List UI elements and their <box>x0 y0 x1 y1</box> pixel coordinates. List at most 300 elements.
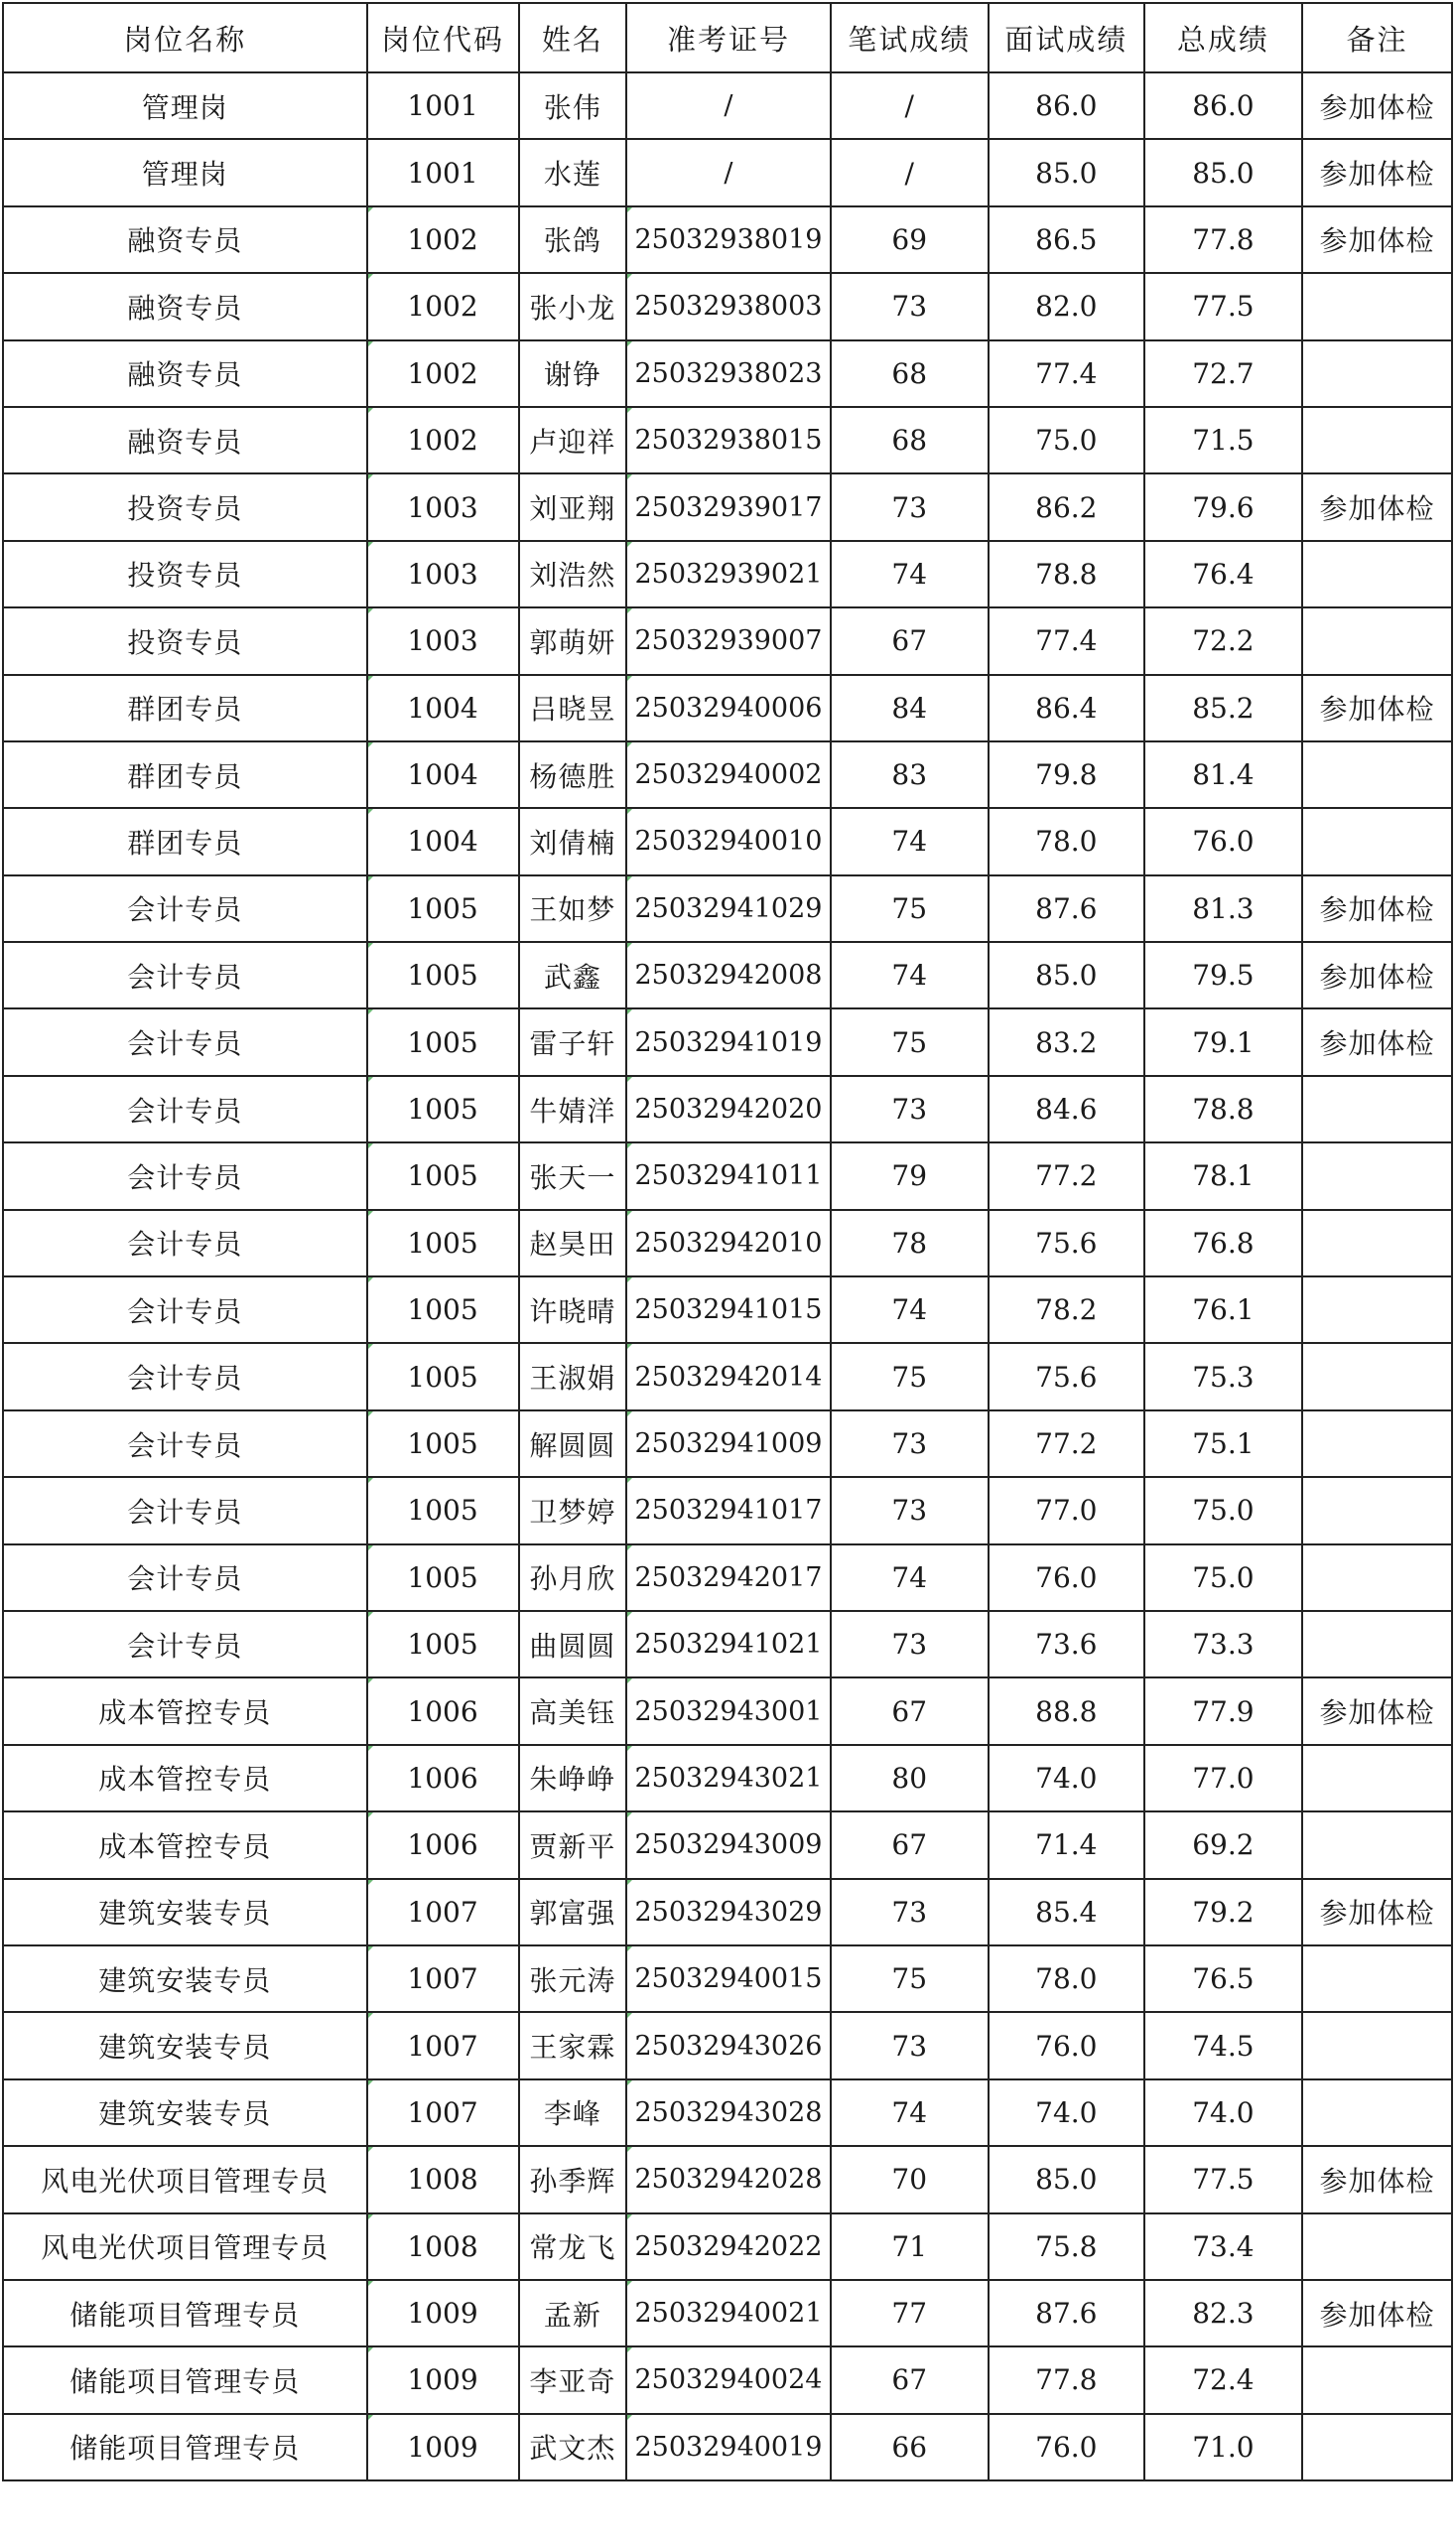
cell-remarks: 参加体检 <box>1302 942 1452 1008</box>
table-row <box>3 1945 1452 2012</box>
cell-written-score: 78 <box>831 1210 989 1276</box>
cell-position-name: 建筑安装专员 <box>3 1945 367 2012</box>
cell-written-score: 71 <box>831 2213 989 2280</box>
cell-interview-score: 78.0 <box>989 1945 1144 2012</box>
cell-position-name: 成本管控专员 <box>3 1811 367 1878</box>
cell-position-name: 投资专员 <box>3 607 367 674</box>
cell-name: 解圆圆 <box>519 1410 627 1477</box>
cell-position-code: 1001 <box>367 139 519 205</box>
table-row <box>3 2146 1452 2212</box>
cell-position-code: 1009 <box>367 2280 519 2346</box>
cell-interview-score: 85.0 <box>989 942 1144 1008</box>
cell-written-score: 75 <box>831 1008 989 1075</box>
table-row <box>3 1677 1452 1744</box>
cell-written-score: 66 <box>831 2414 989 2480</box>
cell-exam-number: / <box>626 139 830 205</box>
cell-remarks <box>1302 1745 1452 1811</box>
cell-total-score: 75.0 <box>1144 1544 1302 1611</box>
table-row <box>3 2280 1452 2346</box>
cell-written-score: / <box>831 72 989 139</box>
cell-written-score: 75 <box>831 875 989 942</box>
cell-total-score: 86.0 <box>1144 72 1302 139</box>
cell-total-score: 77.5 <box>1144 273 1302 339</box>
cell-name: 王如梦 <box>519 875 627 942</box>
cell-position-name: 会计专员 <box>3 1343 367 1409</box>
cell-remarks: 参加体检 <box>1302 1879 1452 1945</box>
cell-position-code: 1005 <box>367 1343 519 1409</box>
cell-position-code: 1007 <box>367 1945 519 2012</box>
cell-name: 李峰 <box>519 2079 627 2146</box>
cell-position-name: 群团专员 <box>3 808 367 874</box>
cell-exam-number: 25032941021 <box>626 1611 830 1677</box>
cell-written-score: 73 <box>831 473 989 540</box>
cell-remarks <box>1302 1076 1452 1142</box>
cell-written-score: 68 <box>831 340 989 407</box>
cell-total-score: 75.0 <box>1144 1477 1302 1543</box>
table-row <box>3 741 1452 808</box>
cell-total-score: 77.0 <box>1144 1745 1302 1811</box>
header-name: 姓名 <box>519 3 627 72</box>
cell-position-name: 储能项目管理专员 <box>3 2346 367 2413</box>
table-row <box>3 942 1452 1008</box>
cell-position-name: 会计专员 <box>3 1076 367 1142</box>
cell-position-code: 1002 <box>367 206 519 273</box>
cell-exam-number: 25032941019 <box>626 1008 830 1075</box>
cell-total-score: 76.4 <box>1144 541 1302 607</box>
cell-name: 张元涛 <box>519 1945 627 2012</box>
cell-exam-number: 25032941009 <box>626 1410 830 1477</box>
cell-written-score: 73 <box>831 1879 989 1945</box>
cell-written-score: 73 <box>831 1076 989 1142</box>
cell-exam-number: 25032942020 <box>626 1076 830 1142</box>
cell-position-name: 建筑安装专员 <box>3 2012 367 2078</box>
cell-total-score: 79.5 <box>1144 942 1302 1008</box>
cell-total-score: 74.5 <box>1144 2012 1302 2078</box>
cell-total-score: 75.1 <box>1144 1410 1302 1477</box>
cell-name: 贾新平 <box>519 1811 627 1878</box>
cell-position-name: 会计专员 <box>3 1410 367 1477</box>
cell-interview-score: 77.2 <box>989 1410 1144 1477</box>
cell-position-code: 1003 <box>367 607 519 674</box>
cell-written-score: 74 <box>831 541 989 607</box>
cell-exam-number: 25032942022 <box>626 2213 830 2280</box>
table-row <box>3 473 1452 540</box>
cell-name: 武文杰 <box>519 2414 627 2480</box>
cell-total-score: 85.0 <box>1144 139 1302 205</box>
cell-written-score: 77 <box>831 2280 989 2346</box>
table-row <box>3 541 1452 607</box>
cell-remarks: 参加体检 <box>1302 875 1452 942</box>
cell-exam-number: 25032943026 <box>626 2012 830 2078</box>
cell-position-code: 1006 <box>367 1677 519 1744</box>
table-row <box>3 1210 1452 1276</box>
cell-total-score: 79.6 <box>1144 473 1302 540</box>
cell-position-name: 成本管控专员 <box>3 1745 367 1811</box>
cell-position-code: 1002 <box>367 340 519 407</box>
cell-position-name: 会计专员 <box>3 1276 367 1343</box>
cell-written-score: 75 <box>831 1343 989 1409</box>
cell-position-code: 1007 <box>367 2079 519 2146</box>
cell-name: 刘亚翔 <box>519 473 627 540</box>
cell-remarks: 参加体检 <box>1302 206 1452 273</box>
header-exam-number: 准考证号 <box>626 3 830 72</box>
cell-name: 郭萌妍 <box>519 607 627 674</box>
cell-position-name: 管理岗 <box>3 72 367 139</box>
cell-remarks <box>1302 1811 1452 1878</box>
cell-name: 常龙飞 <box>519 2213 627 2280</box>
cell-interview-score: 87.6 <box>989 2280 1144 2346</box>
cell-exam-number: 25032941011 <box>626 1142 830 1209</box>
cell-name: 王家霖 <box>519 2012 627 2078</box>
cell-position-code: 1007 <box>367 1879 519 1945</box>
cell-position-name: 储能项目管理专员 <box>3 2280 367 2346</box>
cell-position-name: 融资专员 <box>3 407 367 473</box>
cell-interview-score: 77.4 <box>989 607 1144 674</box>
cell-interview-score: 74.0 <box>989 2079 1144 2146</box>
cell-written-score: 79 <box>831 1142 989 1209</box>
cell-position-code: 1008 <box>367 2146 519 2212</box>
cell-position-name: 投资专员 <box>3 473 367 540</box>
table-row <box>3 1879 1452 1945</box>
cell-position-code: 1006 <box>367 1811 519 1878</box>
table-row <box>3 340 1452 407</box>
cell-remarks <box>1302 1142 1452 1209</box>
cell-position-code: 1003 <box>367 473 519 540</box>
cell-total-score: 78.1 <box>1144 1142 1302 1209</box>
table-row <box>3 675 1452 741</box>
table-row <box>3 808 1452 874</box>
cell-name: 刘浩然 <box>519 541 627 607</box>
cell-remarks <box>1302 273 1452 339</box>
cell-position-code: 1005 <box>367 1210 519 1276</box>
cell-exam-number: 25032938019 <box>626 206 830 273</box>
cell-remarks <box>1302 2012 1452 2078</box>
cell-position-code: 1005 <box>367 1544 519 1611</box>
cell-total-score: 74.0 <box>1144 2079 1302 2146</box>
cell-remarks <box>1302 2079 1452 2146</box>
table-row <box>3 407 1452 473</box>
cell-interview-score: 77.4 <box>989 340 1144 407</box>
cell-written-score: 74 <box>831 2079 989 2146</box>
cell-interview-score: 82.0 <box>989 273 1144 339</box>
table-row <box>3 1276 1452 1343</box>
cell-interview-score: 77.0 <box>989 1477 1144 1543</box>
cell-exam-number: 25032942008 <box>626 942 830 1008</box>
cell-remarks <box>1302 1410 1452 1477</box>
cell-name: 许晓晴 <box>519 1276 627 1343</box>
cell-position-name: 建筑安装专员 <box>3 1879 367 1945</box>
cell-position-name: 会计专员 <box>3 1544 367 1611</box>
table-row <box>3 2012 1452 2078</box>
cell-interview-score: 85.0 <box>989 2146 1144 2212</box>
cell-exam-number: 25032940021 <box>626 2280 830 2346</box>
cell-interview-score: 75.8 <box>989 2213 1144 2280</box>
cell-total-score: 72.4 <box>1144 2346 1302 2413</box>
cell-interview-score: 83.2 <box>989 1008 1144 1075</box>
cell-remarks <box>1302 1544 1452 1611</box>
cell-exam-number: 25032938003 <box>626 273 830 339</box>
cell-total-score: 76.5 <box>1144 1945 1302 2012</box>
cell-name: 张鸽 <box>519 206 627 273</box>
cell-exam-number: 25032939021 <box>626 541 830 607</box>
header-position-code: 岗位代码 <box>367 3 519 72</box>
cell-remarks: 参加体检 <box>1302 139 1452 205</box>
table-row <box>3 1477 1452 1543</box>
cell-position-code: 1005 <box>367 1076 519 1142</box>
cell-remarks <box>1302 407 1452 473</box>
cell-position-name: 群团专员 <box>3 675 367 741</box>
cell-total-score: 71.5 <box>1144 407 1302 473</box>
table-row <box>3 1410 1452 1477</box>
cell-interview-score: 86.4 <box>989 675 1144 741</box>
cell-name: 刘倩楠 <box>519 808 627 874</box>
cell-remarks <box>1302 741 1452 808</box>
header-row <box>3 3 1452 72</box>
cell-position-code: 1001 <box>367 72 519 139</box>
cell-remarks: 参加体检 <box>1302 1008 1452 1075</box>
cell-written-score: 75 <box>831 1945 989 2012</box>
cell-total-score: 85.2 <box>1144 675 1302 741</box>
header-position-name: 岗位名称 <box>3 3 367 72</box>
cell-total-score: 76.0 <box>1144 808 1302 874</box>
cell-position-code: 1005 <box>367 1477 519 1543</box>
cell-written-score: / <box>831 139 989 205</box>
cell-written-score: 74 <box>831 942 989 1008</box>
cell-position-name: 会计专员 <box>3 1477 367 1543</box>
cell-remarks <box>1302 607 1452 674</box>
cell-total-score: 73.4 <box>1144 2213 1302 2280</box>
table-row <box>3 1076 1452 1142</box>
cell-written-score: 73 <box>831 1410 989 1477</box>
cell-written-score: 73 <box>831 1477 989 1543</box>
cell-exam-number: / <box>626 72 830 139</box>
cell-exam-number: 25032941017 <box>626 1477 830 1543</box>
cell-interview-score: 76.0 <box>989 2414 1144 2480</box>
cell-name: 雷子轩 <box>519 1008 627 1075</box>
table-row <box>3 2346 1452 2413</box>
cell-interview-score: 76.0 <box>989 2012 1144 2078</box>
cell-interview-score: 84.6 <box>989 1076 1144 1142</box>
cell-interview-score: 75.6 <box>989 1210 1144 1276</box>
cell-remarks <box>1302 541 1452 607</box>
cell-total-score: 71.0 <box>1144 2414 1302 2480</box>
cell-name: 曲圆圆 <box>519 1611 627 1677</box>
cell-total-score: 77.9 <box>1144 1677 1302 1744</box>
cell-exam-number: 25032940006 <box>626 675 830 741</box>
cell-total-score: 79.2 <box>1144 1879 1302 1945</box>
header-written-score: 笔试成绩 <box>831 3 989 72</box>
cell-written-score: 67 <box>831 1811 989 1878</box>
cell-total-score: 77.8 <box>1144 206 1302 273</box>
cell-exam-number: 25032942028 <box>626 2146 830 2212</box>
cell-name: 水莲 <box>519 139 627 205</box>
cell-written-score: 80 <box>831 1745 989 1811</box>
table-row <box>3 875 1452 942</box>
cell-position-code: 1005 <box>367 1410 519 1477</box>
cell-interview-score: 74.0 <box>989 1745 1144 1811</box>
table-row <box>3 1142 1452 1209</box>
cell-name: 高美钰 <box>519 1677 627 1744</box>
cell-remarks <box>1302 2213 1452 2280</box>
cell-interview-score: 77.2 <box>989 1142 1144 1209</box>
cell-exam-number: 25032941029 <box>626 875 830 942</box>
table-row <box>3 72 1452 139</box>
cell-written-score: 70 <box>831 2146 989 2212</box>
cell-position-name: 会计专员 <box>3 1142 367 1209</box>
cell-written-score: 84 <box>831 675 989 741</box>
cell-remarks: 参加体检 <box>1302 473 1452 540</box>
cell-interview-score: 77.8 <box>989 2346 1144 2413</box>
cell-name: 卢迎祥 <box>519 407 627 473</box>
cell-interview-score: 78.8 <box>989 541 1144 607</box>
table-row <box>3 1611 1452 1677</box>
cell-written-score: 67 <box>831 1677 989 1744</box>
cell-name: 孙月欣 <box>519 1544 627 1611</box>
cell-exam-number: 25032943028 <box>626 2079 830 2146</box>
cell-interview-score: 85.4 <box>989 1879 1144 1945</box>
cell-exam-number: 25032941015 <box>626 1276 830 1343</box>
cell-name: 张伟 <box>519 72 627 139</box>
cell-position-name: 融资专员 <box>3 273 367 339</box>
cell-written-score: 69 <box>831 206 989 273</box>
cell-remarks <box>1302 340 1452 407</box>
table-row <box>3 2414 1452 2480</box>
cell-position-name: 储能项目管理专员 <box>3 2414 367 2480</box>
cell-exam-number: 25032939007 <box>626 607 830 674</box>
cell-total-score: 77.5 <box>1144 2146 1302 2212</box>
cell-position-name: 会计专员 <box>3 1611 367 1677</box>
cell-name: 孟新 <box>519 2280 627 2346</box>
cell-exam-number: 25032940019 <box>626 2414 830 2480</box>
cell-written-score: 74 <box>831 1276 989 1343</box>
cell-exam-number: 25032940015 <box>626 1945 830 2012</box>
cell-name: 郭富强 <box>519 1879 627 1945</box>
cell-total-score: 82.3 <box>1144 2280 1302 2346</box>
cell-name: 赵昊田 <box>519 1210 627 1276</box>
cell-written-score: 74 <box>831 808 989 874</box>
cell-position-code: 1005 <box>367 1276 519 1343</box>
cell-position-code: 1005 <box>367 1142 519 1209</box>
cell-written-score: 74 <box>831 1544 989 1611</box>
table-row <box>3 1745 1452 1811</box>
cell-interview-score: 75.6 <box>989 1343 1144 1409</box>
cell-exam-number: 25032943021 <box>626 1745 830 1811</box>
cell-name: 牛婧洋 <box>519 1076 627 1142</box>
cell-exam-number: 25032942014 <box>626 1343 830 1409</box>
cell-interview-score: 78.2 <box>989 1276 1144 1343</box>
cell-position-name: 管理岗 <box>3 139 367 205</box>
cell-position-name: 会计专员 <box>3 875 367 942</box>
table-body <box>3 72 1452 2480</box>
cell-position-code: 1009 <box>367 2414 519 2480</box>
cell-total-score: 78.8 <box>1144 1076 1302 1142</box>
cell-position-code: 1009 <box>367 2346 519 2413</box>
cell-exam-number: 25032940010 <box>626 808 830 874</box>
cell-remarks: 参加体检 <box>1302 1677 1452 1744</box>
cell-position-code: 1005 <box>367 875 519 942</box>
cell-total-score: 79.1 <box>1144 1008 1302 1075</box>
cell-position-code: 1008 <box>367 2213 519 2280</box>
cell-position-code: 1002 <box>367 407 519 473</box>
cell-name: 张天一 <box>519 1142 627 1209</box>
cell-interview-score: 86.5 <box>989 206 1144 273</box>
cell-position-code: 1005 <box>367 1611 519 1677</box>
cell-interview-score: 79.8 <box>989 741 1144 808</box>
cell-total-score: 72.7 <box>1144 340 1302 407</box>
cell-exam-number: 25032940002 <box>626 741 830 808</box>
cell-exam-number: 25032938015 <box>626 407 830 473</box>
cell-total-score: 69.2 <box>1144 1811 1302 1878</box>
table-row <box>3 1811 1452 1878</box>
cell-position-name: 群团专员 <box>3 741 367 808</box>
cell-interview-score: 88.8 <box>989 1677 1144 1744</box>
cell-name: 张小龙 <box>519 273 627 339</box>
cell-interview-score: 71.4 <box>989 1811 1144 1878</box>
cell-remarks <box>1302 1477 1452 1543</box>
cell-total-score: 76.8 <box>1144 1210 1302 1276</box>
cell-position-name: 会计专员 <box>3 1008 367 1075</box>
cell-total-score: 75.3 <box>1144 1343 1302 1409</box>
cell-total-score: 73.3 <box>1144 1611 1302 1677</box>
cell-remarks <box>1302 2414 1452 2480</box>
cell-interview-score: 76.0 <box>989 1544 1144 1611</box>
table-row <box>3 1343 1452 1409</box>
cell-exam-number: 25032943001 <box>626 1677 830 1744</box>
cell-position-code: 1005 <box>367 1008 519 1075</box>
cell-exam-number: 25032942017 <box>626 1544 830 1611</box>
cell-written-score: 68 <box>831 407 989 473</box>
cell-interview-score: 78.0 <box>989 808 1144 874</box>
cell-exam-number: 25032943029 <box>626 1879 830 1945</box>
cell-total-score: 72.2 <box>1144 607 1302 674</box>
cell-remarks <box>1302 808 1452 874</box>
cell-remarks: 参加体检 <box>1302 675 1452 741</box>
table-row <box>3 607 1452 674</box>
cell-remarks <box>1302 2346 1452 2413</box>
cell-position-name: 风电光伏项目管理专员 <box>3 2213 367 2280</box>
cell-remarks <box>1302 1945 1452 2012</box>
cell-position-name: 融资专员 <box>3 340 367 407</box>
results-table <box>2 2 1453 2481</box>
cell-interview-score: 86.2 <box>989 473 1144 540</box>
cell-name: 谢铮 <box>519 340 627 407</box>
cell-position-code: 1006 <box>367 1745 519 1811</box>
cell-position-code: 1003 <box>367 541 519 607</box>
cell-position-name: 融资专员 <box>3 206 367 273</box>
header-remarks: 备注 <box>1302 3 1452 72</box>
cell-name: 孙季辉 <box>519 2146 627 2212</box>
cell-written-score: 73 <box>831 1611 989 1677</box>
cell-remarks: 参加体检 <box>1302 2280 1452 2346</box>
cell-position-code: 1005 <box>367 942 519 1008</box>
cell-written-score: 73 <box>831 2012 989 2078</box>
cell-name: 王淑娟 <box>519 1343 627 1409</box>
cell-position-code: 1007 <box>367 2012 519 2078</box>
cell-remarks: 参加体检 <box>1302 72 1452 139</box>
cell-name: 吕晓昱 <box>519 675 627 741</box>
header-interview-score: 面试成绩 <box>989 3 1144 72</box>
cell-written-score: 67 <box>831 607 989 674</box>
cell-position-code: 1004 <box>367 808 519 874</box>
cell-remarks <box>1302 1611 1452 1677</box>
cell-interview-score: 87.6 <box>989 875 1144 942</box>
cell-total-score: 81.4 <box>1144 741 1302 808</box>
cell-total-score: 81.3 <box>1144 875 1302 942</box>
header-total-score: 总成绩 <box>1144 3 1302 72</box>
cell-interview-score: 75.0 <box>989 407 1144 473</box>
cell-remarks <box>1302 1210 1452 1276</box>
cell-written-score: 83 <box>831 741 989 808</box>
